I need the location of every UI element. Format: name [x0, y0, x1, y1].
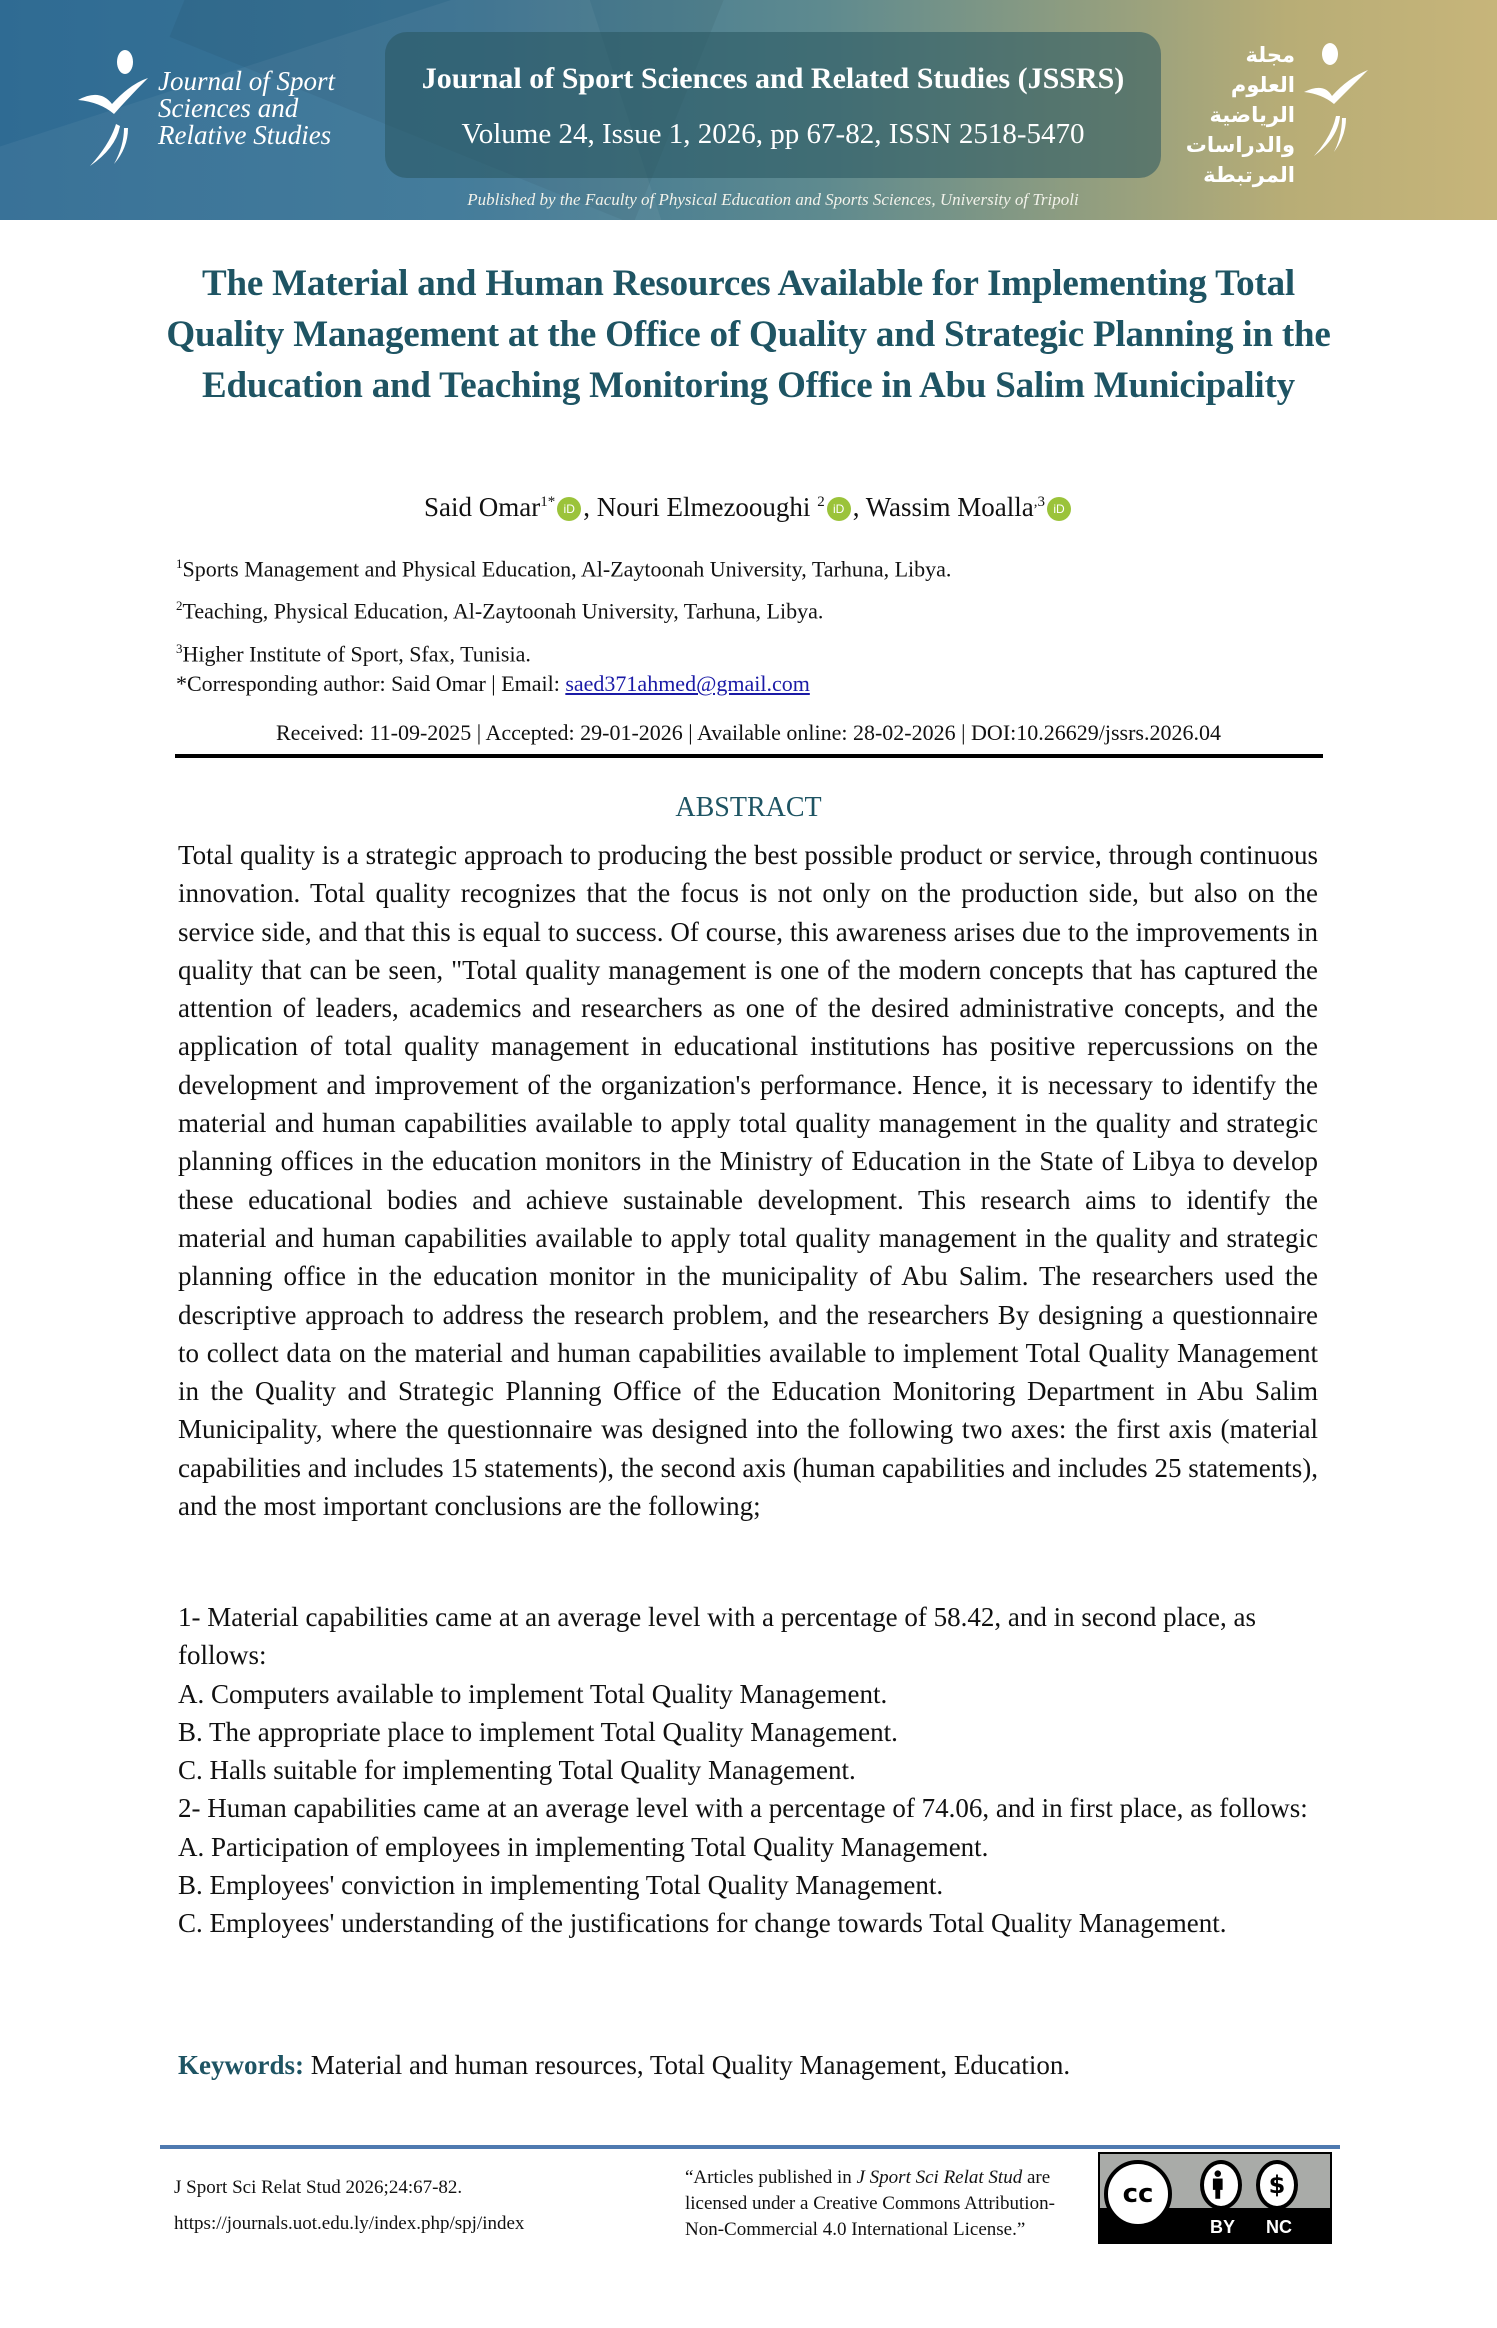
author-name: Said Omar	[423, 492, 541, 522]
email-link[interactable]: saed371ahmed@gmail.com	[565, 671, 810, 696]
conclusion-item: B. The appropriate place to implement Total Quality Management.	[178, 1716, 898, 1747]
keywords	[178, 2050, 1318, 2081]
orcid-icon[interactable]: iD	[827, 497, 851, 521]
nc-label: NC	[1266, 2217, 1292, 2237]
author-list: Said Omar$^{1*}$ iD , Nouri Elmezooughi $^2$ iD , Wassim Moalla$^{,3}$ iD	[150, 492, 1347, 523]
conclusion-item: B. Employees' conviction in implementing Total Quality Management.	[178, 1870, 944, 1901]
author-affiliation-marker: ,3	[1033, 494, 1046, 510]
conclusion-item: C. Employees' understanding of the justifications for change towards Total Quality Management.	[178, 1908, 1227, 1939]
attribution-person-icon	[1200, 2160, 1242, 2210]
affiliation: $^1$Sports Management and Physical Education, Al-Zaytoonah University, Tarhuna, Libya.	[176, 556, 952, 582]
author-affiliation-marker: 2	[817, 494, 825, 510]
journal-title: Journal of Sport Sciences and Related Studies (JSSRS)	[421, 62, 1125, 95]
cc-by-nc-badge[interactable]	[1098, 2152, 1332, 2244]
conclusion-item: 2- Human capabilities came at an average level with a percentage of 74.06, and in first place, as follows:	[178, 1793, 1308, 1824]
divider	[175, 754, 1323, 758]
affiliation: $^2$Teaching, Physical Education, Al-Zaytoonah University, Tarhuna, Libya.	[176, 598, 824, 624]
journal-logo-english	[70, 48, 360, 168]
athlete-figure-icon	[70, 48, 150, 168]
conclusion-item: C. Halls suitable for implementing Total Quality Management.	[178, 1755, 856, 1786]
conclusions-list	[178, 1598, 1318, 1943]
conclusion-item: A. Participation of employees in implementing Total Quality Management.	[178, 1831, 989, 1862]
corresponding-author: *Corresponding author: Said Omar | Email: saed371ahmed@gmail.com	[176, 671, 810, 696]
athlete-figure-icon	[1300, 40, 1370, 160]
creative-commons-icon: cc	[1104, 2160, 1172, 2228]
license-statement: “Articles published in J Sport Sci Relat Stud are licensed under a Creative Commons Attribution-Non-Commercial 4.0 International License.”	[685, 2167, 1055, 2240]
conclusion-item: 1- Material capabilities came at an average level with a percentage of 58.42, and in second place, as follows:	[178, 1602, 1257, 1671]
affiliation: $^3$Higher Institute of Sport, Sfax, Tunisia.	[176, 640, 531, 666]
abstract-body: Total quality is a strategic approach to producing the best possible product or service, through continuous innovation. Total quality recognizes that the focus is not only on the production side, but also on the service side, and that this is equal to success. Of course, this awareness arises due to the improvements in quality that can be seen, "Total quality management is one of the modern concepts that has captured the attention of leaders, academics and researchers as one of the desired administrative concepts, and the application of total quality management in educational institutions has positive repercussions on the development and improvement of the organization's performance. Hence, it is necessary to identify the material and human capabilities available to apply total quality management in the quality and strategic planning offices in the education monitors in the Ministry of Education in the State of Libya to develop these educational bodies and achieve sustainable development. This research aims to identify the material and human capabilities available to apply total quality management in the quality and strategic planning office in the education monitor in the municipality of Abu Salim. The researchers used the descriptive approach to address the research problem, and the researchers By designing a questionnaire to collect data on the material and human capabilities available to implement Total Quality Management in the Quality and Strategic Planning Office of the Education Monitoring Department in Abu Salim Municipality, where the questionnaire was designed into the following two axes: the first axis (material capabilities and includes 15 statements), the second axis (human capabilities and includes 25 statements), and the most important conclusions are the following;	[178, 840, 1318, 1522]
journal-logo-text: Journal of Sport Sciences and Relative Studies	[158, 66, 336, 150]
author-affiliation-marker: 1*	[540, 494, 556, 510]
publisher-line: Published by the Faculty of Physical Education and Sports Sciences, University of Tripoli	[467, 190, 1079, 209]
affiliation-list	[176, 545, 951, 672]
publication-dates: Received: 11-09-2025 | Accepted: 29-01-2026 | Available online: 28-02-2026 | DOI:10.26629/jssrs.2026.04	[276, 720, 1221, 745]
article-title: The Material and Human Resources Available for Implementing Total Quality Management at the Office of Quality and Strategic Planning in the Education and Teaching Monitoring Office in Abu Salim Municipality	[166, 263, 1331, 406]
journal-logo-arabic	[1185, 40, 1395, 187]
abstract-heading: ABSTRACT	[675, 792, 822, 823]
journal-url[interactable]: https://journals.uot.edu.ly/index.php/spj/index	[174, 2213, 525, 2234]
non-commercial-icon: $	[1256, 2160, 1298, 2210]
journal-info-box	[385, 32, 1161, 178]
citation: J Sport Sci Relat Stud 2026;24:67-82.	[174, 2177, 463, 2198]
keywords-label: Keywords:	[178, 2050, 304, 2080]
conclusion-item: A. Computers available to implement Total Quality Management.	[178, 1678, 888, 1709]
orcid-icon[interactable]: iD	[557, 497, 581, 521]
author-name: Wassim Moalla	[865, 492, 1034, 522]
author-name: Nouri Elmezooughi	[596, 492, 811, 522]
arabic-logo-text: مجلة العلوم الرياضية والدراسات المرتبطة	[1185, 43, 1295, 187]
keywords-text: Material and human resources, Total Quality Management, Education.	[303, 2050, 1071, 2080]
footer-citation-block	[174, 2170, 524, 2242]
by-label: BY	[1210, 2217, 1236, 2237]
volume-issue-line: Volume 24, Issue 1, 2026, pp 67-82, ISSN 2518-5470	[461, 118, 1085, 150]
orcid-icon[interactable]: iD	[1047, 497, 1071, 521]
journal-banner	[0, 0, 1497, 220]
footer-divider	[160, 2145, 1340, 2149]
